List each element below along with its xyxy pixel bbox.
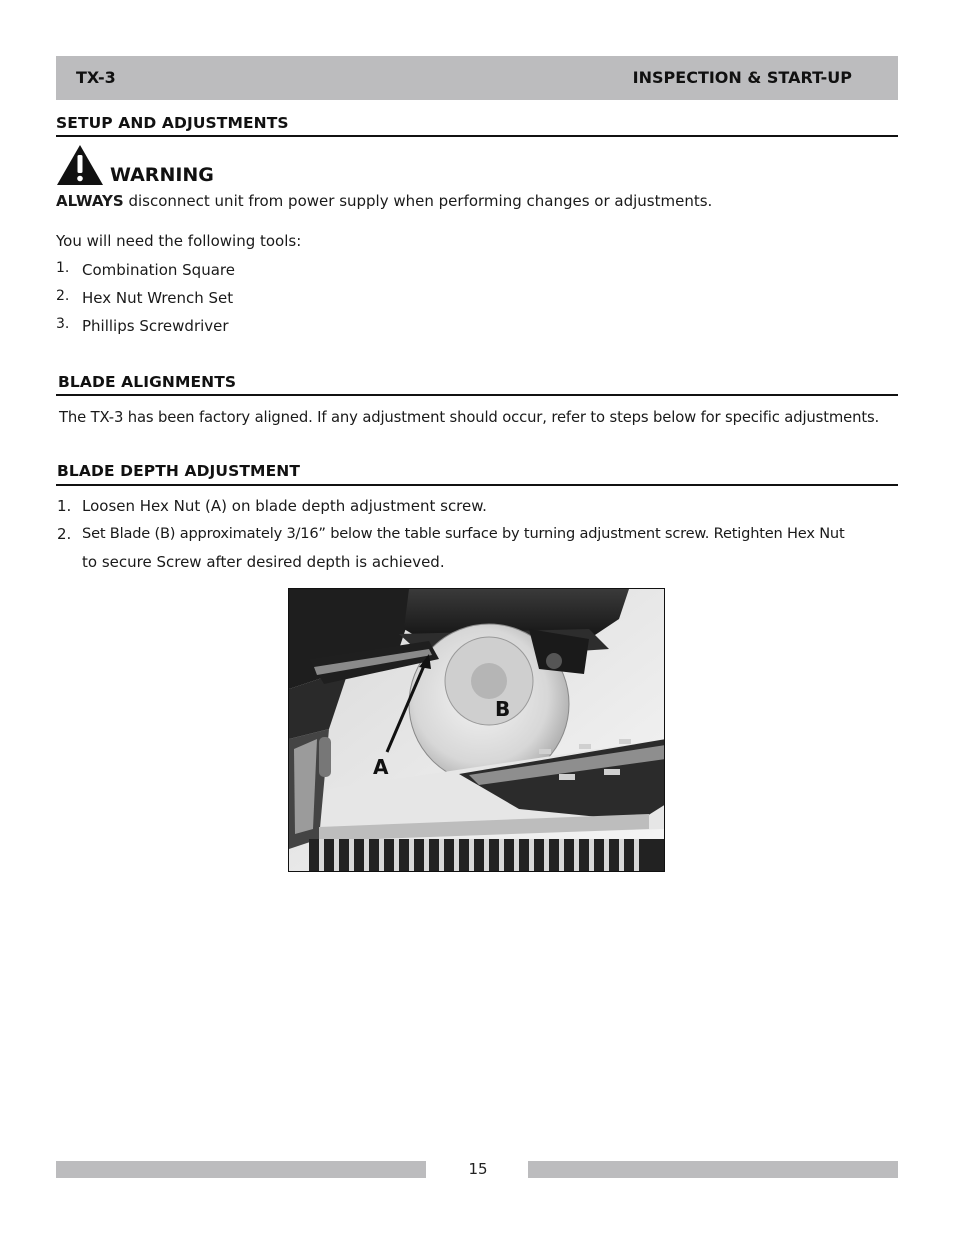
photo-label-b: B: [495, 697, 511, 721]
header-bar: [56, 56, 898, 100]
depth-step-text: Set Blade (B) approximately 3/16” below the table surface by turning adjustment screw. Retighten Hex Nut: [82, 525, 845, 542]
tools-item-number: 2.: [56, 288, 70, 304]
header-model: TX-3: [76, 68, 116, 87]
always-emphasis: ALWAYS: [56, 192, 124, 210]
page-number: 15: [468, 1160, 488, 1178]
saw-blade-illustration: [289, 589, 665, 872]
tools-item-number: 1.: [56, 260, 70, 276]
header-section-title: INSPECTION & START-UP: [632, 68, 852, 87]
footer-bar-left: [56, 1161, 426, 1178]
blade-depth-photo: [288, 588, 665, 872]
warning-sentence: disconnect unit from power supply when performing changes or adjustments.: [123, 192, 713, 210]
tools-item-label: Combination Square: [82, 261, 235, 279]
depth-step-number: 1.: [57, 497, 72, 515]
photo-label-a: A: [373, 755, 389, 779]
setup-section-title: SETUP AND ADJUSTMENTS: [56, 114, 289, 132]
tools-intro: You will need the following tools:: [56, 232, 302, 250]
depth-step-number: 2.: [57, 525, 72, 543]
depth-rule: [56, 484, 898, 486]
alignments-rule: [56, 394, 898, 396]
warning-triangle-icon: [56, 144, 104, 186]
alignments-text: The TX-3 has been factory aligned. If any adjustment should occur, refer to steps below for specific adjustments.: [59, 409, 880, 426]
warning-text: [56, 192, 712, 210]
depth-section-title: BLADE DEPTH ADJUSTMENT: [57, 462, 301, 480]
footer-bar-right: [528, 1161, 898, 1178]
alignments-section-title: BLADE ALIGNMENTS: [58, 373, 237, 391]
setup-rule: [56, 135, 898, 137]
tools-item-number: 3.: [56, 316, 70, 332]
depth-step-text: Loosen Hex Nut (A) on blade depth adjustment screw.: [82, 497, 487, 515]
warning-label: WARNING: [110, 164, 214, 186]
tools-item-label: Phillips Screwdriver: [82, 317, 229, 335]
depth-step-text-continued: to secure Screw after desired depth is achieved.: [82, 553, 445, 571]
tools-item-label: Hex Nut Wrench Set: [82, 289, 234, 307]
